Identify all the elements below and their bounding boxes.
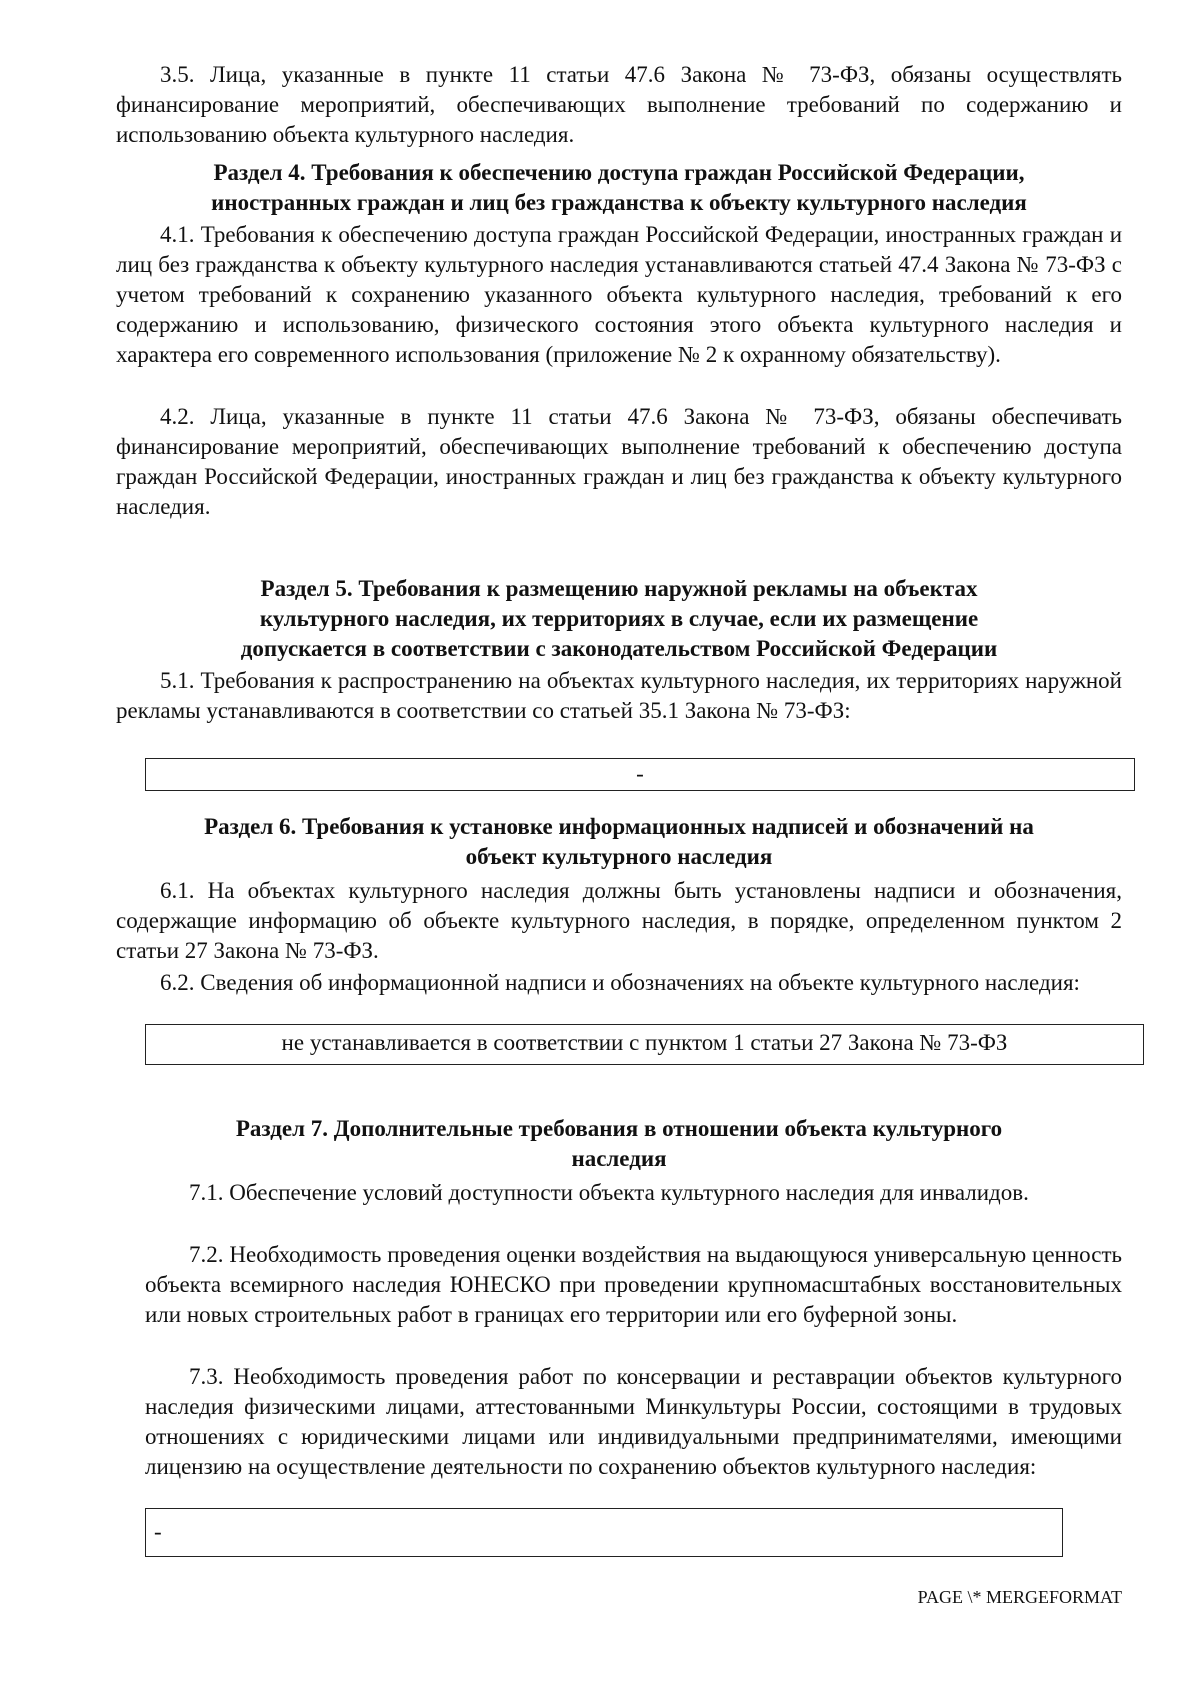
paragraph-7-3: 7.3. Необходимость проведения работ по консервации и реставрации объектов культурного наследия физическими лицами, аттестованными Минкультуры России, состоящими в трудовых отношениях с юридическими лицами или индивидуальными предпринимателями, имеющими лицензию на осуществление деятельности по сохранению объектов культурного наследия:	[145, 1364, 1122, 1479]
section-5-heading	[116, 574, 1122, 664]
paragraph-4-1: 4.1. Требования к обеспечению доступа граждан Российской Федерации, иностранных граждан и лиц без гражданства к объекту культурного наследия устанавливаются статьей 47.4 Закона № 73-ФЗ с учетом требований к сохранению указанного объекта культурного наследия, требований к его содержанию и использованию, физического состояния этого объекта культурного наследия и характера его современного использования (приложение № 2 к охранному обязательству).	[116, 222, 1122, 367]
paragraph-7-1: 7.1. Обеспечение условий доступности объекта культурного наследия для инвалидов.	[189, 1180, 1029, 1205]
paragraph-6-2: 6.2. Сведения об информационной надписи и обозначениях на объекте культурного наследия:	[160, 970, 1080, 995]
paragraph-7-2: 7.2. Необходимость проведения оценки воздействия на выдающуюся универсальную ценность объекта всемирного наследия ЮНЕСКО при проведении крупномасштабных восстановительных или новых строительных работ в границах его территории или его буферной зоны.	[145, 1242, 1122, 1327]
outdoor-advertising-value: -	[636, 761, 644, 786]
conservation-works-box	[145, 1508, 1063, 1557]
paragraph-6-1: 6.1. На объектах культурного наследия должны быть установлены надписи и обозначения, содержащие информацию об объекте культурного наследия, в порядке, определенном пунктом 2 статьи 27 Закона № 73-ФЗ.	[116, 878, 1122, 963]
section-4-heading-line-2: иностранных граждан и лиц без гражданства к объекту культурного наследия	[211, 190, 1027, 215]
conservation-works-value: -	[154, 1519, 162, 1544]
outdoor-advertising-box	[145, 758, 1135, 791]
section-5-heading-line-3: допускается в соответствии с законодательством Российской Федерации	[240, 636, 998, 661]
paragraph-5-1: 5.1. Требования к распространению на объектах культурного наследия, их территориях наружной рекламы устанавливаются в соответствии со статьей 35.1 Закона № 73-ФЗ:	[116, 668, 1122, 723]
page-footer-field: PAGE \* MERGEFORMAT	[917, 1587, 1122, 1607]
section-4-heading	[116, 158, 1122, 218]
paragraph-4-2: 4.2. Лица, указанные в пункте 11 статьи 47.6 Закона № 73-ФЗ, обязаны обеспечивать финансирование мероприятий, обеспечивающих выполнение требований к обеспечению доступа граждан Российской Федерации, иностранных граждан и лиц без гражданства к объекту культурного наследия.	[116, 404, 1122, 519]
section-7-heading-line-2: наследия	[571, 1146, 667, 1171]
information-plaque-box	[145, 1024, 1144, 1065]
section-5-heading-line-1: Раздел 5. Требования к размещению наружной рекламы на объектах	[260, 576, 978, 601]
information-plaque-value: не устанавливается в соответствии с пунктом 1 статьи 27 Закона № 73-ФЗ	[281, 1030, 1008, 1055]
section-5-heading-line-2: культурного наследия, их территориях в случае, если их размещение	[259, 606, 979, 631]
section-6-heading-line-1: Раздел 6. Требования к установке информационных надписей и обозначений на	[204, 814, 1034, 839]
section-6-heading-line-2: объект культурного наследия	[465, 844, 773, 869]
paragraph-3-5: 3.5. Лица, указанные в пункте 11 статьи 47.6 Закона № 73-ФЗ, обязаны осуществлять финансирование мероприятий, обеспечивающих выполнение требований по содержанию и использованию объекта культурного наследия.	[116, 62, 1122, 147]
section-7-heading-line-1: Раздел 7. Дополнительные требования в отношении объекта культурного	[235, 1116, 1003, 1141]
section-6-heading	[116, 812, 1122, 872]
section-4-heading-line-1: Раздел 4. Требования к обеспечению доступа граждан Российской Федерации,	[213, 160, 1025, 185]
section-7-heading	[116, 1114, 1122, 1174]
